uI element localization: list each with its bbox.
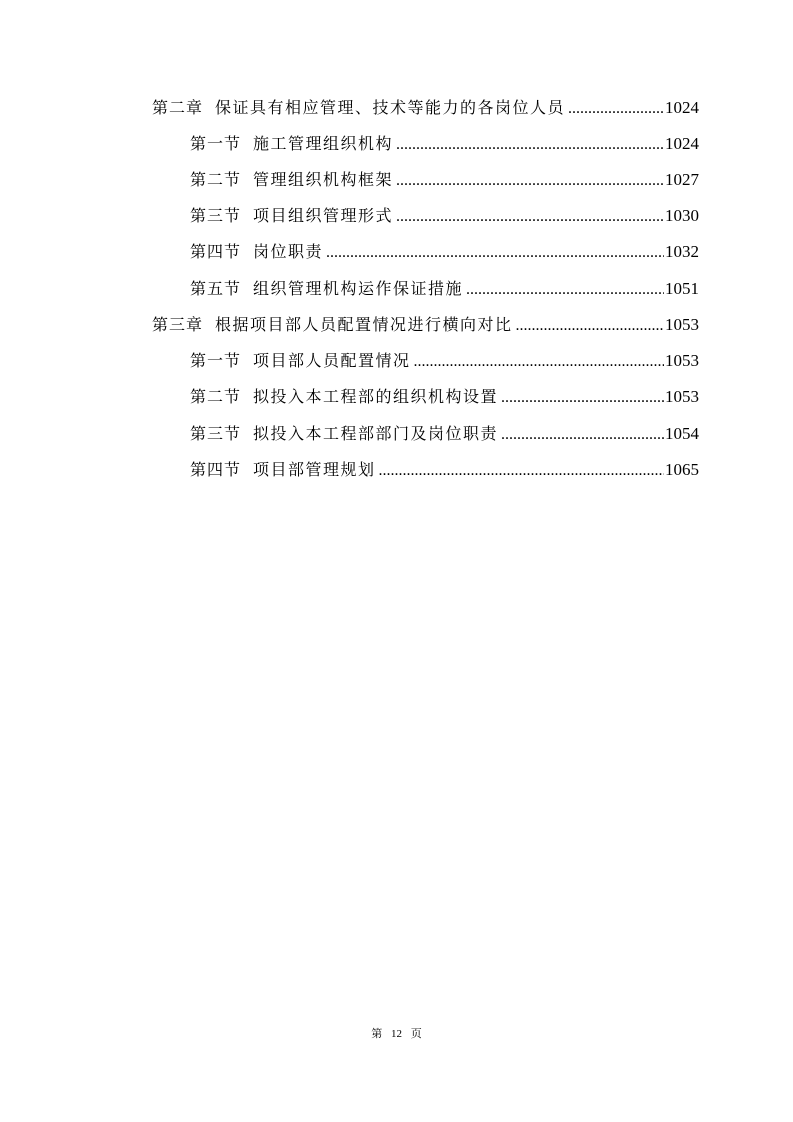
toc-entry-label: 第二节 — [190, 387, 242, 406]
toc-entry-title: 管理组织机构框架 — [253, 170, 394, 189]
toc-dot-leader — [396, 133, 664, 157]
toc-entry-label: 第三章 — [152, 315, 204, 334]
toc-dot-leader — [516, 314, 664, 338]
toc-dot-leader — [466, 278, 664, 302]
toc-entry-title: 项目组织管理形式 — [253, 206, 394, 225]
toc-entry-label: 第四节 — [190, 460, 242, 479]
toc-entry-label: 第一节 — [190, 351, 242, 370]
toc-entry-section[interactable] — [190, 168, 699, 192]
toc-entry-page: 1054 — [665, 424, 699, 443]
toc-entry-page: 1053 — [665, 315, 699, 334]
toc-entry-label: 第二节 — [190, 170, 242, 189]
toc-entry-chapter-3[interactable] — [152, 313, 699, 337]
toc-entry-title: 岗位职责 — [253, 242, 324, 261]
toc-entry-title: 项目部管理规划 — [253, 460, 376, 479]
toc-entry-section[interactable] — [190, 204, 699, 228]
toc-entry-page: 1030 — [665, 206, 699, 225]
toc-dot-leader — [379, 459, 664, 483]
page-footer — [0, 1027, 793, 1041]
toc-entry-title: 根据项目部人员配置情况进行横向对比 — [215, 315, 513, 334]
toc-entry-title: 拟投入本工程部的组织机构设置 — [253, 387, 499, 406]
toc-entry-label: 第五节 — [190, 279, 242, 298]
toc-entry-page: 1051 — [665, 279, 699, 298]
toc-entry-section[interactable] — [190, 132, 699, 156]
toc-entry-title: 施工管理组织机构 — [253, 134, 394, 153]
toc-entry-title: 组织管理机构运作保证措施 — [253, 279, 464, 298]
toc-entry-label: 第三节 — [190, 424, 242, 443]
toc-entry-chapter-2[interactable] — [152, 96, 699, 120]
toc-entry-page: 1027 — [665, 170, 699, 189]
toc-entry-label: 第三节 — [190, 206, 242, 225]
toc-entry-section[interactable] — [190, 422, 699, 446]
toc-entry-section[interactable] — [190, 349, 699, 373]
toc-entry-page: 1053 — [665, 351, 699, 370]
toc-entry-page: 1024 — [665, 98, 699, 117]
toc-dot-leader — [326, 241, 664, 265]
toc-entry-page: 1053 — [665, 387, 699, 406]
toc-entry-label: 第二章 — [152, 98, 204, 117]
page-number-prefix: 第 — [371, 1028, 383, 1040]
toc-entry-section[interactable] — [190, 277, 699, 301]
toc-dot-leader — [568, 97, 664, 121]
toc-entry-title: 拟投入本工程部部门及岗位职责 — [253, 424, 499, 443]
toc-entry-page: 1032 — [665, 242, 699, 261]
page-number: 12 — [391, 1028, 402, 1040]
toc-entry-section[interactable] — [190, 385, 699, 409]
toc-dot-leader — [501, 423, 664, 447]
toc-dot-leader — [501, 386, 664, 410]
toc-dot-leader — [396, 169, 664, 193]
toc-entry-label: 第一节 — [190, 134, 242, 153]
toc-entry-section[interactable] — [190, 240, 699, 264]
page-number-suffix: 页 — [410, 1028, 422, 1040]
toc-entry-label: 第四节 — [190, 242, 242, 261]
toc-entry-title: 项目部人员配置情况 — [253, 351, 411, 370]
toc-dot-leader — [414, 350, 664, 374]
toc-entry-section[interactable] — [190, 458, 699, 482]
toc-entry-page: 1065 — [665, 460, 699, 479]
toc-dot-leader — [396, 205, 664, 229]
toc-entry-title: 保证具有相应管理、技术等能力的各岗位人员 — [215, 98, 566, 117]
toc-entry-page: 1024 — [665, 134, 699, 153]
